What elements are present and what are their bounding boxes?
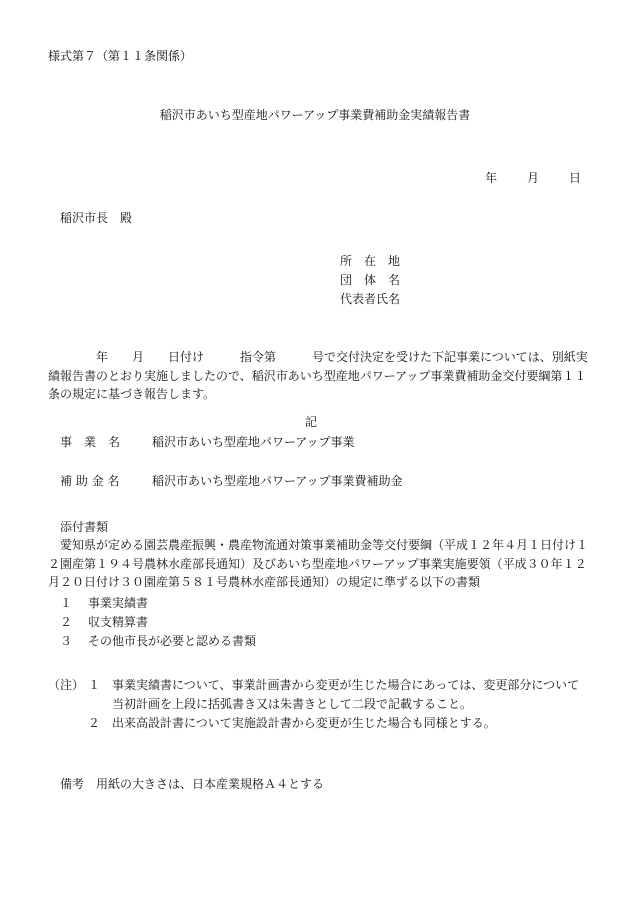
remark: 備考 用紙の大きさは、日本産業規格Ａ４とする [60, 777, 325, 791]
list-item: １ 事業実績書 [60, 596, 149, 610]
date-month-label: 月 [527, 171, 540, 185]
sender-address-label: 所 在 地 [340, 254, 401, 268]
note-prefix: （注） [48, 678, 85, 692]
list-item: ２ 収支精算書 [60, 615, 149, 629]
list-item: ３ その他市長が必要と認める書類 [60, 634, 257, 648]
subsidy-name-value: 稲沢市あいち型産地パワーアップ事業費補助金 [152, 474, 403, 488]
form-number: 様式第７（第１１条関係） [48, 49, 193, 63]
subsidy-name-row [60, 472, 403, 490]
note-item: （注） １ 事業実績書について、事業計画書から変更が生じた場合にあっては、変更部分について [48, 678, 580, 692]
body-paragraph: 年 月 日付け 指令第 号で交付決定を受けた下記事業については、別紙実績報告書のとおり実施しましたので、稲沢市あいち型産地パワーアップ事業費補助金交付要綱第１１条の規定に基づき報告します。 [48, 350, 588, 401]
subsidy-name-label: 補 助 金 名 [60, 474, 120, 488]
note-item: ２ 出来高設計書について実施設計書から変更が生じた場合も同様とする。 [88, 716, 496, 730]
document-title: 稲沢市あいち型産地パワーアップ事業費補助金実績報告書 [159, 108, 471, 122]
note-item-continuation: 当初計画を上段に括弧書き又は朱書きとして二段で記載すること。 [112, 697, 473, 711]
date-line [485, 169, 581, 187]
note-block [48, 676, 579, 733]
sender-block [340, 252, 400, 309]
project-name-value: 稲沢市あいち型産地パワーアップ事業 [152, 435, 355, 449]
ki-heading: 記 [305, 415, 318, 429]
addressee: 稲沢市長 殿 [60, 211, 133, 225]
attachments-description: 愛知県が定める園芸農産振興・農産物流通対策事業補助金等交付要綱（平成１２年４月１日付け１２園産第１９４号農林水産部長通知）及びあいち型産地パワーアップ事業実施要領（平成３０年１２月２０日付け３０園産第５８１号農林水産部長通知）の規定に準ずる以下の書類 [48, 538, 589, 589]
sender-representative-label: 代表者氏名 [340, 292, 401, 306]
date-year-label: 年 [485, 171, 498, 185]
sender-group-label: 団 体 名 [340, 273, 401, 287]
attachments-heading: 添付書類 [60, 520, 109, 534]
project-name-row [60, 433, 355, 451]
attachments-list [60, 594, 256, 651]
project-name-label: 事 業 名 [60, 435, 121, 449]
date-day-label: 日 [569, 171, 582, 185]
